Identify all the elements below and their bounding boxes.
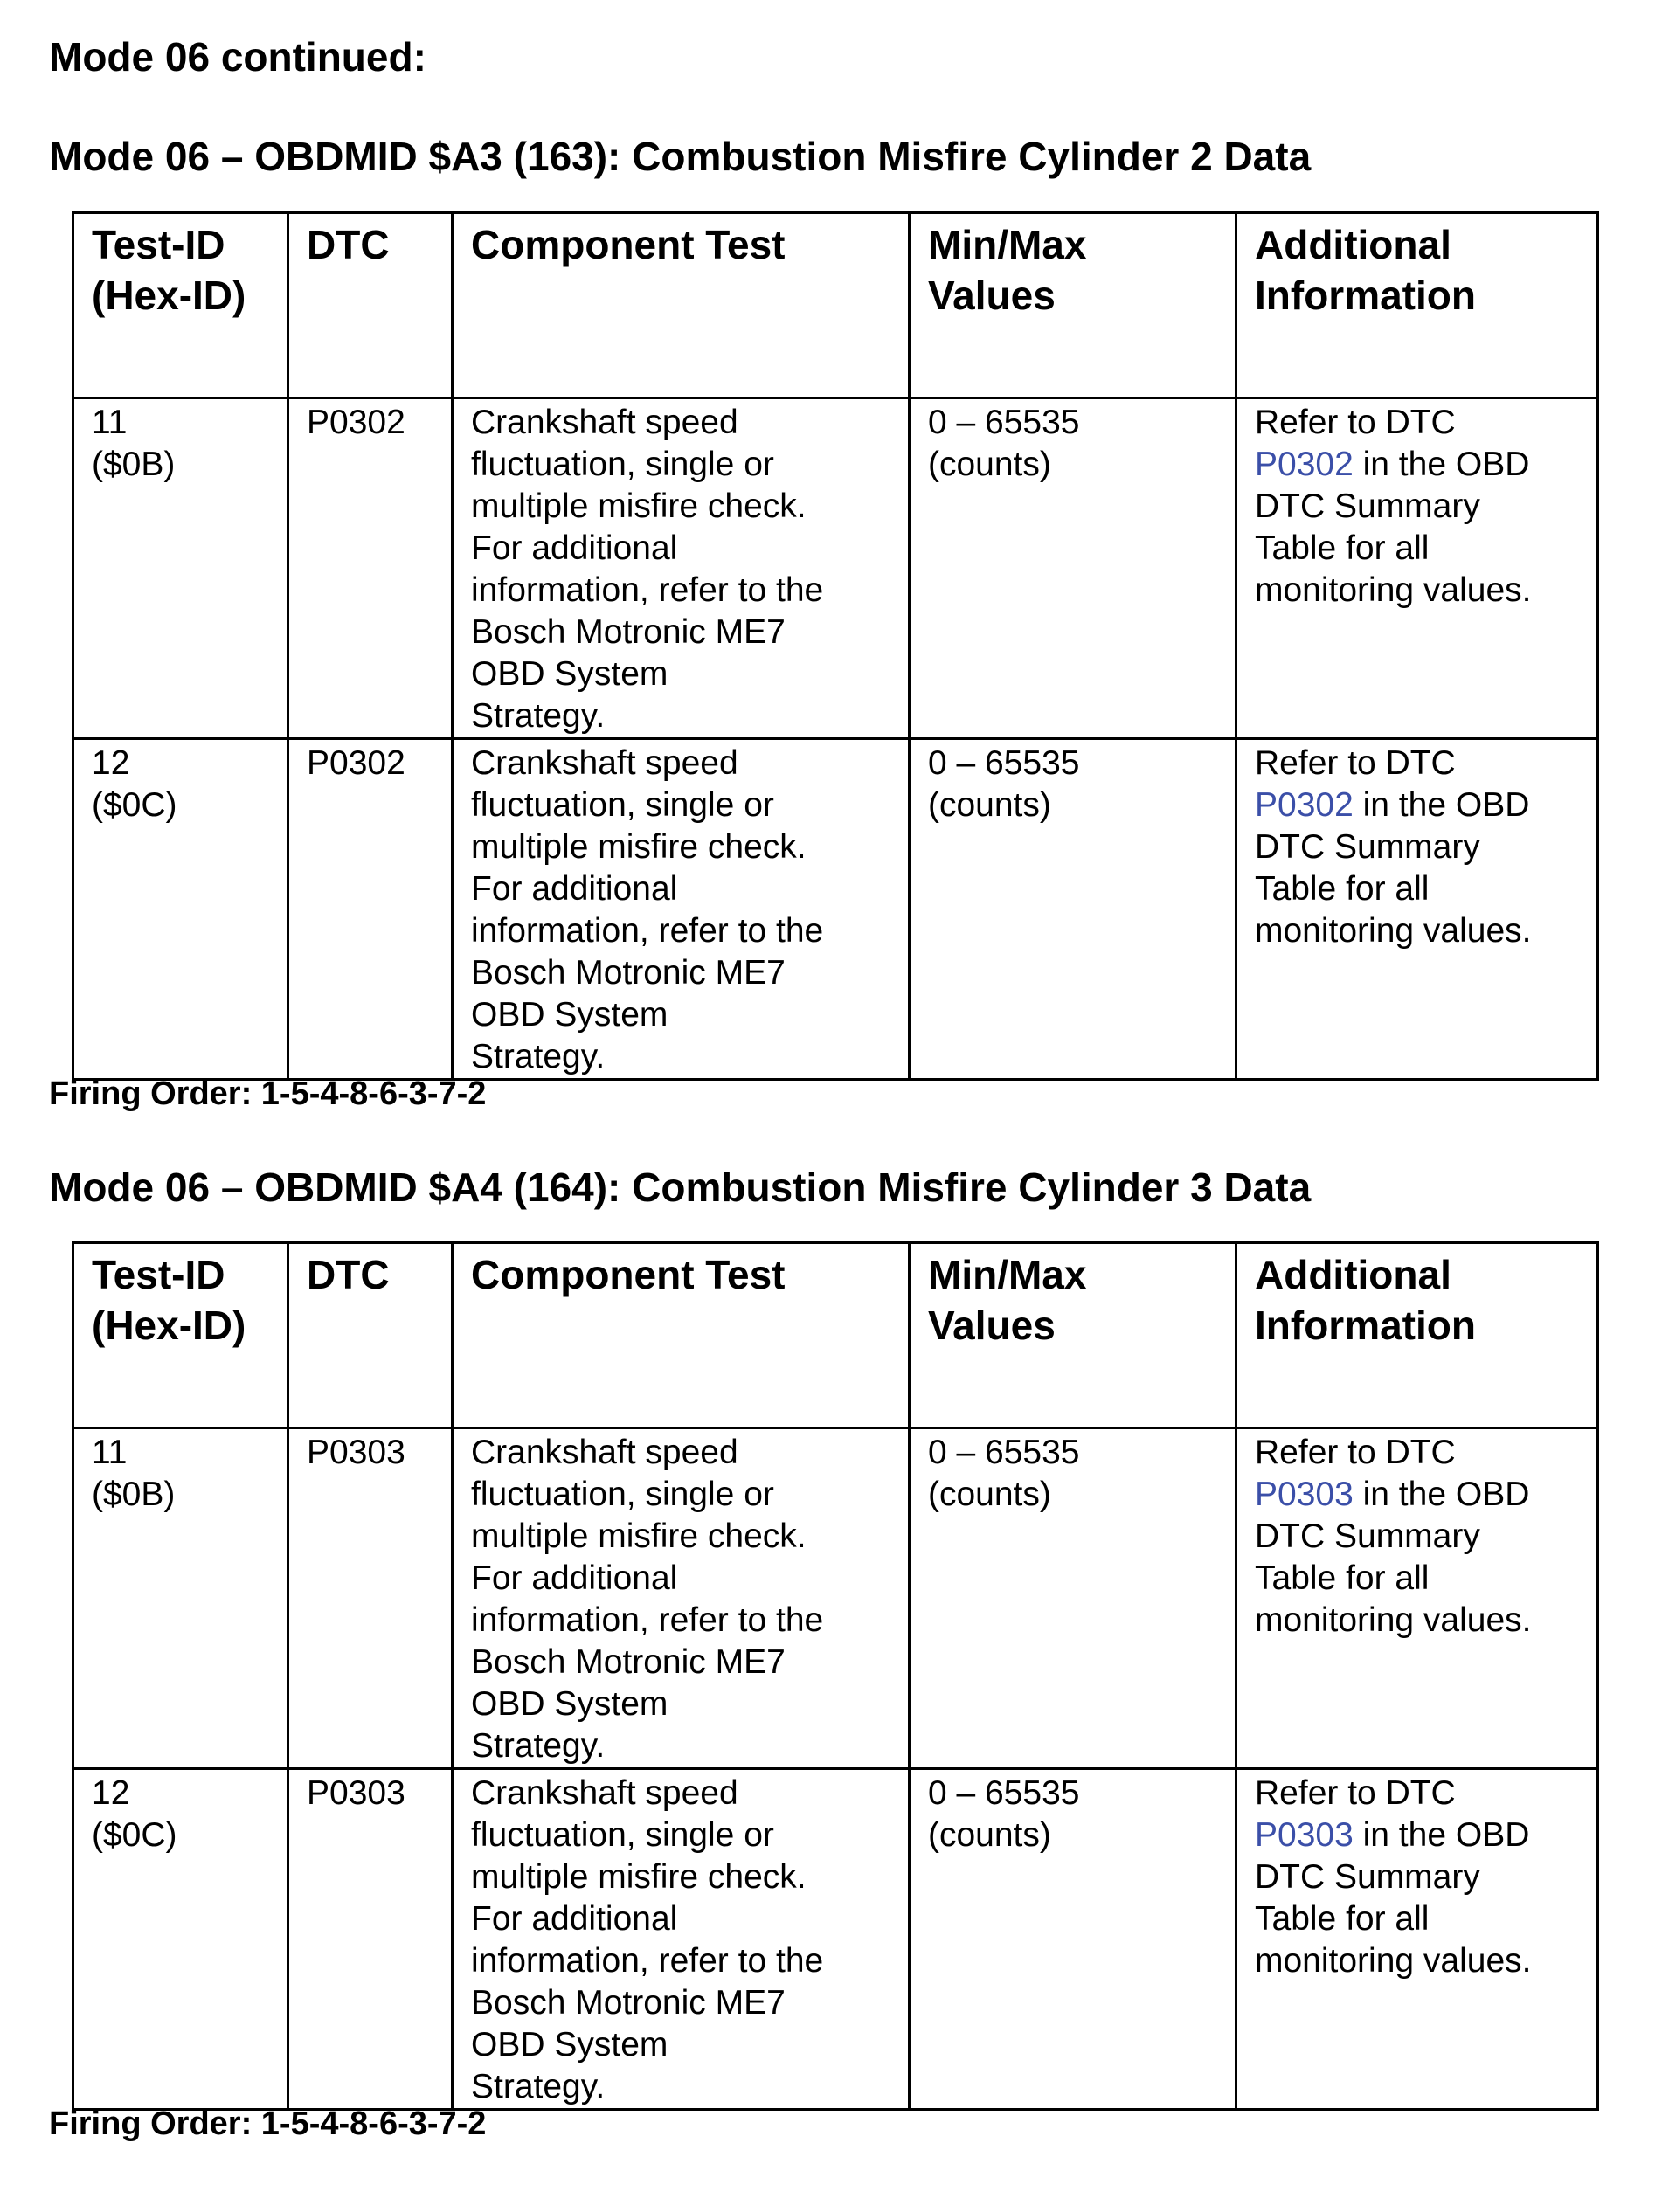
header-dtc: DTC: [288, 1243, 453, 1428]
obdmid-a4-table: [72, 1241, 1599, 2111]
additional-info-cell: Refer to DTC P0302 in the OBD DTC Summary Table for all monitoring values.: [1236, 739, 1598, 1080]
dtc-cell: P0302: [288, 398, 453, 739]
header-additional-info: Additional Information: [1236, 213, 1598, 398]
header-additional-info: Additional Information: [1236, 1243, 1598, 1428]
dtc-link[interactable]: P0302: [1255, 786, 1354, 824]
header-component-test: Component Test: [453, 213, 910, 398]
table-row: [73, 1428, 1598, 1769]
obdmid-a3-table: [72, 211, 1599, 1081]
test-id-cell: 12 ($0C): [73, 1769, 288, 2110]
header-min-max: Min/Max Values: [910, 213, 1236, 398]
component-test-cell: Crankshaft speed fluctuation, single or multiple misfire check. For additional information, refer to the Bosch Motronic ME7 OBD System Strategy.: [453, 398, 910, 739]
min-max-cell: 0 – 65535 (counts): [910, 739, 1236, 1080]
dtc-cell: P0302: [288, 739, 453, 1080]
header-component-test: Component Test: [453, 1243, 910, 1428]
component-test-cell: Crankshaft speed fluctuation, single or multiple misfire check. For additional information, refer to the Bosch Motronic ME7 OBD System Strategy.: [453, 1769, 910, 2110]
test-id-cell: 11 ($0B): [73, 398, 288, 739]
dtc-link[interactable]: P0302: [1255, 446, 1354, 483]
dtc-link[interactable]: P0303: [1255, 1476, 1354, 1513]
page-heading: Mode 06 continued:: [49, 34, 426, 79]
header-min-max: Min/Max Values: [910, 1243, 1236, 1428]
table-header-row: [73, 1243, 1598, 1428]
table-row: [73, 398, 1598, 739]
dtc-cell: P0303: [288, 1428, 453, 1769]
min-max-cell: 0 – 65535 (counts): [910, 1428, 1236, 1769]
additional-info-cell: Refer to DTC P0302 in the OBD DTC Summary Table for all monitoring values.: [1236, 398, 1598, 739]
additional-info-cell: Refer to DTC P0303 in the OBD DTC Summary Table for all monitoring values.: [1236, 1428, 1598, 1769]
firing-order-a4: Firing Order: 1-5-4-8-6-3-7-2: [49, 2105, 487, 2142]
dtc-cell: P0303: [288, 1769, 453, 2110]
component-test-cell: Crankshaft speed fluctuation, single or multiple misfire check. For additional information, refer to the Bosch Motronic ME7 OBD System Strategy.: [453, 1428, 910, 1769]
section-title-a3: Mode 06 – OBDMID $A3 (163): Combustion Misfire Cylinder 2 Data: [49, 134, 1312, 179]
header-test-id: Test-ID (Hex-ID): [73, 213, 288, 398]
additional-info-cell: Refer to DTC P0303 in the OBD DTC Summary Table for all monitoring values.: [1236, 1769, 1598, 2110]
firing-order-a3: Firing Order: 1-5-4-8-6-3-7-2: [49, 1075, 487, 1112]
section-title-a4: Mode 06 – OBDMID $A4 (164): Combustion Misfire Cylinder 3 Data: [49, 1165, 1312, 1210]
dtc-link[interactable]: P0303: [1255, 1816, 1354, 1854]
min-max-cell: 0 – 65535 (counts): [910, 1769, 1236, 2110]
header-test-id: Test-ID (Hex-ID): [73, 1243, 288, 1428]
component-test-cell: Crankshaft speed fluctuation, single or multiple misfire check. For additional information, refer to the Bosch Motronic ME7 OBD System Strategy.: [453, 739, 910, 1080]
table-row: [73, 1769, 1598, 2110]
min-max-cell: 0 – 65535 (counts): [910, 398, 1236, 739]
header-dtc: DTC: [288, 213, 453, 398]
test-id-cell: 12 ($0C): [73, 739, 288, 1080]
table-row: [73, 739, 1598, 1080]
table-header-row: [73, 213, 1598, 398]
test-id-cell: 11 ($0B): [73, 1428, 288, 1769]
